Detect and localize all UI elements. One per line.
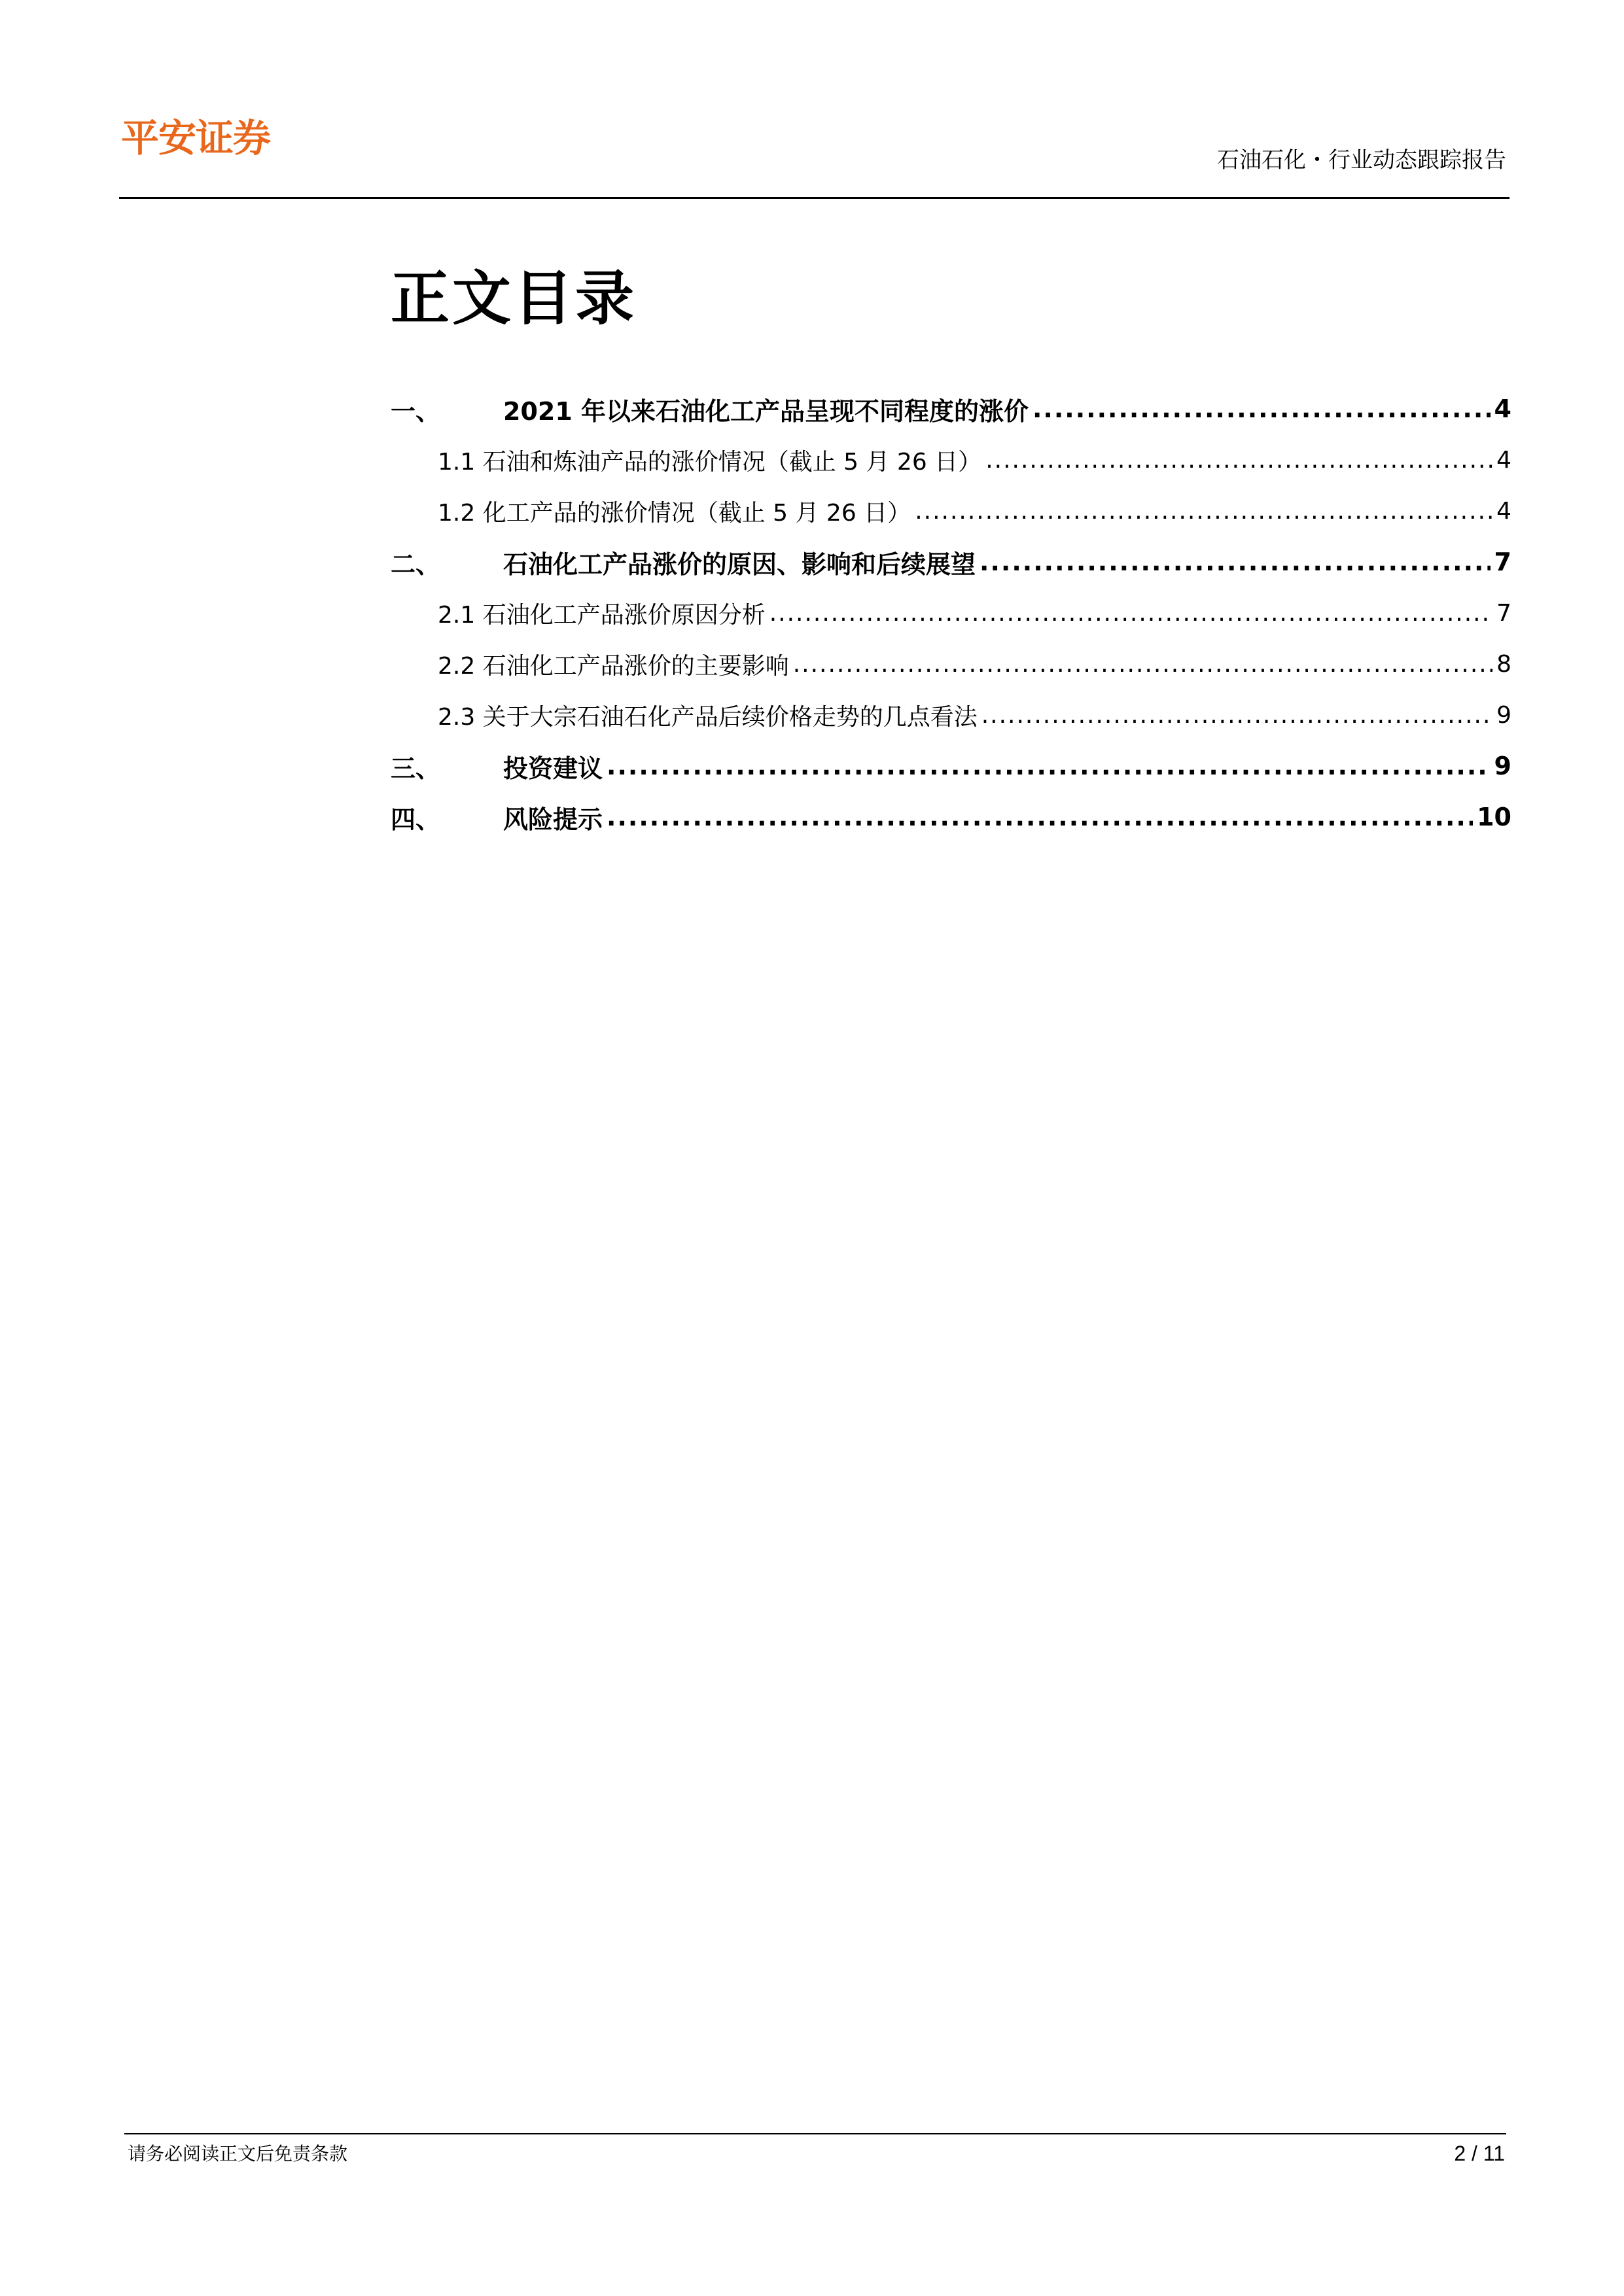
toc-dot-leader — [793, 651, 1492, 678]
toc-entry-page: 4 — [1496, 446, 1511, 474]
toc-entry-subsection-2-1[interactable] — [391, 587, 1511, 638]
toc-entry-page: 10 — [1477, 803, 1511, 831]
toc-entry-section-3[interactable] — [391, 740, 1511, 791]
toc-entry-title: 2.2 石油化工产品涨价的主要影响 — [438, 652, 789, 680]
toc-entry-number: 三、 — [391, 754, 441, 783]
toc-dot-leader — [1033, 394, 1491, 423]
toc-entry-title: 1.1 石油和炼油产品的涨价情况（截止 5 月 26 日） — [438, 448, 982, 476]
toc-dot-leader — [915, 498, 1492, 525]
toc-dot-leader — [980, 548, 1491, 576]
toc-entry-section-1[interactable] — [391, 383, 1511, 434]
toc-entry-page: 9 — [1496, 701, 1511, 729]
toc-entry-title: 2021 年以来石油化工产品呈现不同程度的涨价 — [503, 396, 1029, 426]
toc-entry-subsection-1-1[interactable] — [391, 434, 1511, 485]
toc-dot-leader — [985, 447, 1492, 474]
toc-entry-title: 2.3 关于大宗石油石化产品后续价格走势的几点看法 — [438, 703, 978, 731]
header-divider — [119, 197, 1509, 199]
toc-entry-subsection-1-2[interactable] — [391, 485, 1511, 536]
toc-entry-page: 9 — [1494, 752, 1511, 780]
toc-entry-title: 风险提示 — [503, 805, 603, 834]
toc-entry-section-2[interactable] — [391, 536, 1511, 587]
toc-entry-page: 7 — [1494, 548, 1511, 576]
toc-dot-leader — [769, 600, 1492, 627]
toc-entry-number: 二、 — [391, 549, 441, 579]
toc-entry-title: 投资建议 — [503, 754, 603, 783]
toc-entry-page: 4 — [1494, 394, 1511, 423]
toc-dot-leader — [607, 752, 1491, 780]
toc-entry-title: 石油化工产品涨价的原因、影响和后续展望 — [503, 549, 976, 579]
toc-dot-leader — [981, 702, 1492, 729]
table-of-contents — [391, 383, 1511, 843]
toc-entry-page: 7 — [1496, 599, 1511, 627]
page-number: 2 / 11 — [1454, 2142, 1505, 2165]
toc-dot-leader — [607, 803, 1473, 831]
footer-disclaimer: 请务必阅读正文后免责条款 — [128, 2143, 348, 2165]
toc-entry-page: 8 — [1496, 650, 1511, 678]
report-title: 石油石化・行业动态跟踪报告 — [1217, 147, 1506, 173]
toc-entry-page: 4 — [1496, 497, 1511, 525]
brand-logo: 平安证券 — [121, 116, 271, 160]
toc-entry-subsection-2-3[interactable] — [391, 689, 1511, 740]
footer-divider — [124, 2133, 1506, 2134]
toc-entry-subsection-2-2[interactable] — [391, 638, 1511, 689]
toc-heading: 正文目录 — [391, 264, 637, 333]
toc-entry-title: 2.1 石油化工产品涨价原因分析 — [438, 601, 766, 629]
toc-entry-section-4[interactable] — [391, 791, 1511, 843]
toc-entry-number: 四、 — [391, 805, 441, 834]
toc-entry-title: 1.2 化工产品的涨价情况（截止 5 月 26 日） — [438, 499, 911, 527]
toc-entry-number: 一、 — [391, 396, 441, 426]
